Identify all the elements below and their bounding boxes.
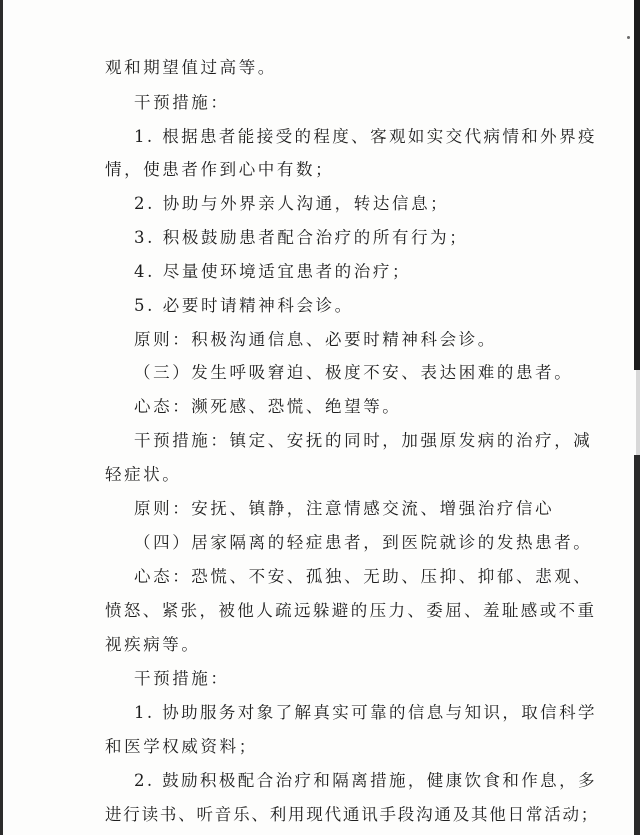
text-line: 1. 根据患者能接受的程度、客观如实交代病情和外界疫 <box>134 127 597 146</box>
text-line: 1. 协助服务对象了解真实可靠的信息与知识，取信科学 <box>134 703 597 722</box>
text-line: 愤怒、紧张，被他人疏远躲避的压力、委屈、羞耻感或不重 <box>105 601 597 620</box>
scan-speck <box>627 36 630 39</box>
text-line: 心态：恐慌、不安、孤独、无助、压抑、抑郁、悲观、 <box>134 567 593 586</box>
text-line: 视疾病等。 <box>105 635 201 654</box>
text-line: 干预措施： <box>134 669 230 688</box>
text-line: 进行读书、听音乐、利用现代通讯手段沟通及其他日常活动； <box>105 805 600 824</box>
text-line: 轻症状。 <box>105 465 182 484</box>
scan-edge-right-bottom <box>634 455 640 835</box>
text-line: 观和期望值过高等。 <box>105 58 277 77</box>
text-line: 干预措施： <box>134 93 230 112</box>
text-line: 和医学权威资料； <box>105 737 258 756</box>
text-line: 情，使患者作到心中有数； <box>105 160 335 179</box>
text-line: 原则：积极沟通信息、必要时精神科会诊。 <box>134 330 497 349</box>
section-heading: （四）居家隔离的轻症患者，到医院就诊的发热患者。 <box>134 533 593 552</box>
text-line: 2. 协助与外界亲人沟通，转达信息； <box>134 194 450 213</box>
text-line: 2. 鼓励积极配合治疗和隔离措施，健康饮食和作息，多 <box>134 771 597 790</box>
text-line: 3. 积极鼓励患者配合治疗的所有行为； <box>134 228 469 247</box>
scan-edge-right-mid <box>636 370 640 455</box>
text-line: 5. 必要时请精神科会诊。 <box>134 296 354 315</box>
scan-edge-left <box>0 0 3 835</box>
text-line: 干预措施：镇定、安抚的同时，加强原发病的治疗，减 <box>134 431 593 450</box>
section-heading: （三）发生呼吸窘迫、极度不安、表达困难的患者。 <box>134 363 574 382</box>
text-line: 原则：安抚、镇静，注意情感交流、增强治疗信心 <box>134 499 555 518</box>
scan-edge-right-top <box>634 0 640 370</box>
text-line: 心态：濒死感、恐慌、绝望等。 <box>134 397 402 416</box>
text-line: 4. 尽量使环境适宜患者的治疗； <box>134 262 412 281</box>
